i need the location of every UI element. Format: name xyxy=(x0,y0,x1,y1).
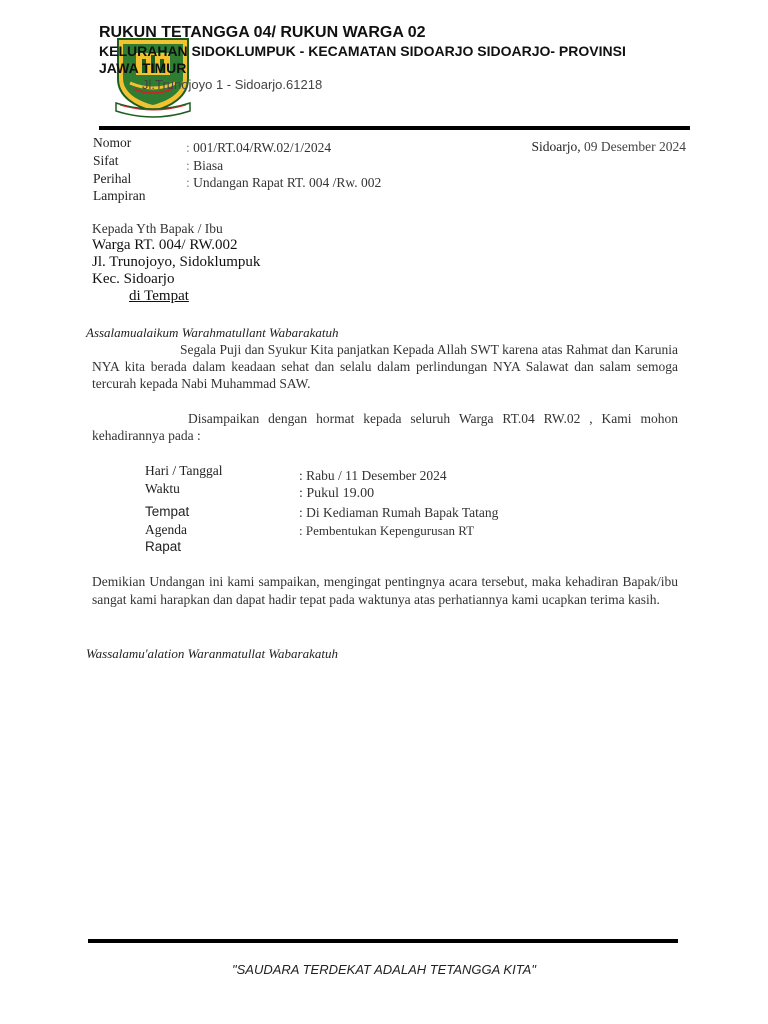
paragraph-opening: Segala Puji dan Syukur Kita panjatkan Kepada Allah SWT karena atas Rahmat dan Karunia NYA kita berada dalam keadaan sehat dan selalu dalam perlindungan NYA Salawat dan salam semoga tercurah kepada Nabi Muhammad SAW. xyxy=(92,342,678,391)
lampiran-label: Lampiran xyxy=(93,188,146,203)
footer-motto: "SAUDARA TERDEKAT ADALAH TETANGGA KITA" xyxy=(232,962,536,977)
letterhead-divider xyxy=(99,126,690,130)
place-date xyxy=(532,139,686,155)
tempat-value: : Di Kediaman Rumah Bapak Tatang xyxy=(299,505,499,520)
colon: : xyxy=(186,175,190,190)
letterhead-title: RUKUN TETANGGA 04/ RUKUN WARGA 02 xyxy=(99,24,426,41)
paragraph-invitation: Disampaikan dengan hormat kepada seluruh Warga RT.04 RW.02 , Kami mohon kehadirannya pada : xyxy=(92,411,678,443)
nomor-value xyxy=(186,140,331,156)
letter-date: 09 Desember 2024 xyxy=(584,139,686,154)
letterhead-address: Jl.Trunojoyo 1 - Sidoarjo.61218 xyxy=(142,77,323,92)
sifat-text: Biasa xyxy=(193,158,224,173)
hari-value: : Rabu / 11 Desember 2024 xyxy=(299,468,447,483)
closing-greeting: Wassalamu'alation Waranmatullat Wabarakatuh xyxy=(86,646,338,661)
recipient-line-2: Warga RT. 004/ RW.002 xyxy=(92,237,238,253)
perihal-text: Undangan Rapat RT. 004 /Rw. 002 xyxy=(193,175,382,190)
recipient-line-3: Jl. Trunojoyo, Sidoklumpuk xyxy=(92,254,261,270)
recipient-line-5: di Tempat xyxy=(129,288,189,304)
perihal-label: Perihal xyxy=(93,171,132,186)
sifat-value xyxy=(186,158,223,174)
recipient-line-1: Kepada Yth Bapak / Ibu xyxy=(92,221,223,236)
paragraph-closing: Demikian Undangan ini kami sampaikan, mengingat pentingnya acara tersebut, maka kehadiran Bapak/ibu sangat kami harapkan dan dapat hadir tepat pada waktunya atas perhatiannya kami ucapkan terima kasih. xyxy=(92,574,678,607)
recipient-line-4: Kec. Sidoarjo xyxy=(92,271,175,287)
waktu-label: Waktu xyxy=(145,481,180,496)
agenda-label: Agenda xyxy=(145,522,187,537)
sifat-label: Sifat xyxy=(93,153,119,168)
waktu-value: : Pukul 19.00 xyxy=(299,486,375,501)
rapat-label: Rapat xyxy=(145,539,182,554)
perihal-value xyxy=(186,175,381,191)
colon: : xyxy=(186,158,190,173)
place: Sidoarjo, xyxy=(531,139,581,154)
opening-greeting: Assalamualaikum Warahmatullant Wabarakatuh xyxy=(86,325,339,340)
tempat-label: Tempat xyxy=(145,504,190,519)
nomor-label: Nomor xyxy=(93,135,132,150)
nomor-text: 001/RT.04/RW.02/1/2024 xyxy=(193,140,332,155)
agenda-value: : Pembentukan Kepengurusan RT xyxy=(299,523,475,538)
hari-label: Hari / Tanggal xyxy=(145,463,223,478)
colon: : xyxy=(186,140,190,155)
letterhead-subtitle: KELURAHAN SIDOKLUMPUK - KECAMATAN SIDOARJO SIDOARJO- PROVINSI JAWA TIMUR xyxy=(99,43,626,76)
footer-divider xyxy=(88,939,678,943)
